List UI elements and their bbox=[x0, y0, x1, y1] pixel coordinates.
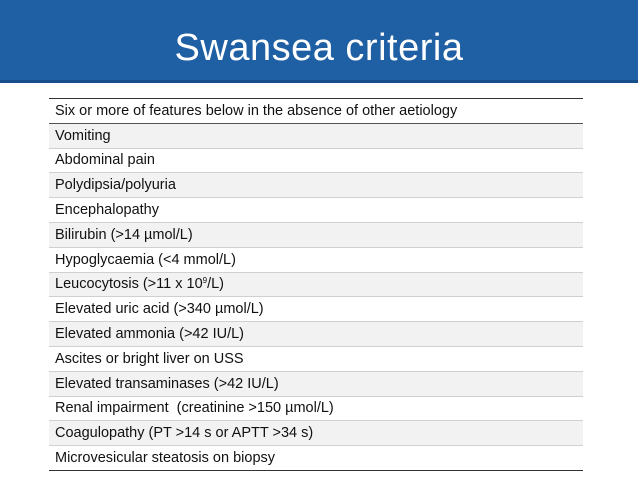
table-row bbox=[49, 123, 583, 148]
table-header-cell: Six or more of features below in the absence of other aetiology bbox=[49, 99, 583, 124]
criterion-leucocytosis bbox=[49, 272, 583, 297]
criterion-steatosis: Microvesicular steatosis on biopsy bbox=[49, 446, 583, 471]
criterion-renal-impairment: Renal impairment (creatinine >150 µmol/L) bbox=[49, 396, 583, 421]
criterion-encephalopathy: Encephalopathy bbox=[49, 198, 583, 223]
criteria-table bbox=[49, 98, 583, 471]
leucocytosis-exponent: 9 bbox=[202, 276, 208, 286]
leucocytosis-unit: /L) bbox=[207, 276, 225, 293]
table-row bbox=[49, 446, 583, 471]
table-row bbox=[49, 396, 583, 421]
criterion-vomiting: Vomiting bbox=[49, 123, 583, 148]
criterion-coagulopathy: Coagulopathy (PT >14 s or APTT >34 s) bbox=[49, 421, 583, 446]
table-row bbox=[49, 272, 583, 297]
leucocytosis-text: Leucocytosis (>11 x 10 bbox=[55, 276, 203, 293]
slide-title: Swansea criteria bbox=[174, 27, 464, 69]
criterion-hypoglycaemia: Hypoglycaemia (<4 mmol/L) bbox=[49, 247, 583, 272]
table-row bbox=[49, 346, 583, 371]
criterion-uric-acid: Elevated uric acid (>340 µmol/L) bbox=[49, 297, 583, 322]
table-row bbox=[49, 247, 583, 272]
table-row bbox=[49, 173, 583, 198]
table-row bbox=[49, 198, 583, 223]
criterion-transaminases: Elevated transaminases (>42 IU/L) bbox=[49, 371, 583, 396]
table-row bbox=[49, 297, 583, 322]
criterion-bilirubin: Bilirubin (>14 µmol/L) bbox=[49, 222, 583, 247]
table-header-row bbox=[49, 99, 583, 124]
title-banner bbox=[0, 0, 638, 83]
table-row bbox=[49, 222, 583, 247]
criterion-polydipsia-polyuria: Polydipsia/polyuria bbox=[49, 173, 583, 198]
table-row bbox=[49, 322, 583, 347]
table-row bbox=[49, 371, 583, 396]
criterion-ammonia: Elevated ammonia (>42 IU/L) bbox=[49, 322, 583, 347]
table-row bbox=[49, 421, 583, 446]
table-row bbox=[49, 148, 583, 173]
criterion-ascites: Ascites or bright liver on USS bbox=[49, 346, 583, 371]
criterion-abdominal-pain: Abdominal pain bbox=[49, 148, 583, 173]
